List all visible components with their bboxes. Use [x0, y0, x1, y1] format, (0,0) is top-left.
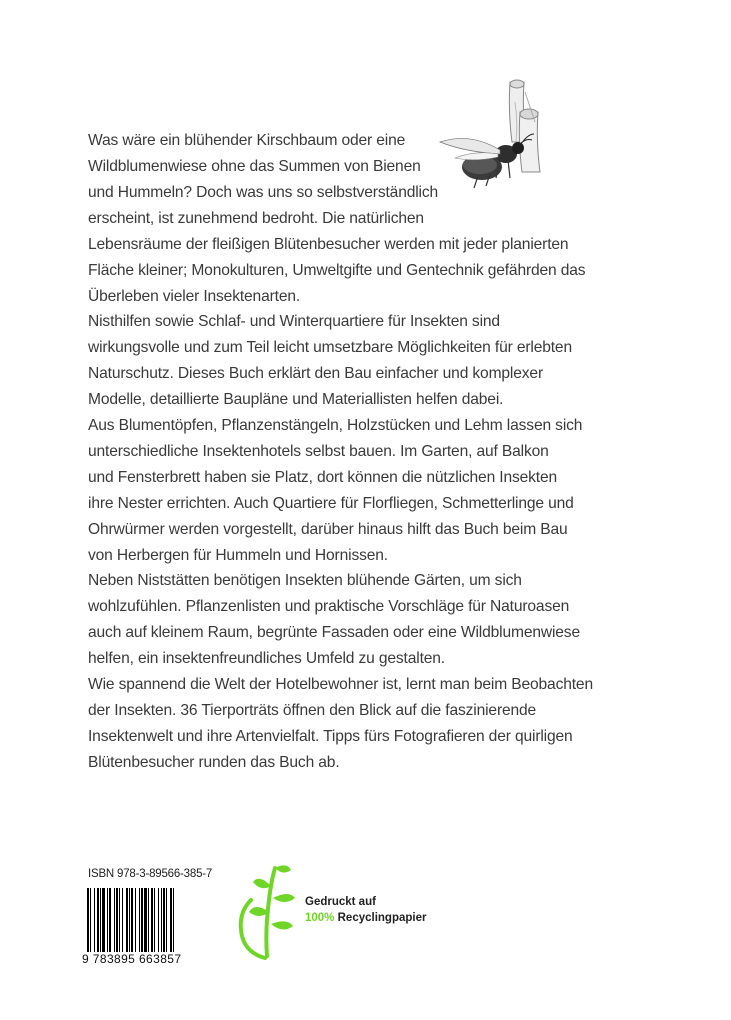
barcode-bar [100, 888, 101, 952]
text-line: Nisthilfen sowie Schlaf- und Winterquartiere für Insekten sind [88, 313, 500, 330]
barcode-bar [161, 888, 162, 952]
barcode-bar [87, 888, 89, 952]
paragraph-1 [88, 128, 648, 310]
text-line: wohlzufühlen. Pflanzenlisten und praktische Vorschläge für Naturoasen [88, 598, 570, 615]
barcode-bar [107, 888, 108, 952]
text-line: Insektenwelt und ihre Artenvielfalt. Tipps fürs Fotografieren der quirligen [88, 728, 573, 745]
barcode-bar [154, 888, 155, 952]
barcode-bar [173, 888, 174, 952]
paragraph-2 [88, 309, 648, 413]
barcode-bar [119, 888, 120, 952]
text-line: wirkungsvolle und zum Teil leicht umsetzbare Möglichkeiten für erlebten [88, 339, 572, 356]
barcode [85, 888, 209, 952]
barcode-bar [166, 888, 167, 952]
barcode-bar [158, 888, 159, 952]
text-line: und Fensterbrett haben sie Platz, dort können die nützlichen Insekten [88, 469, 558, 486]
barcode-bar [102, 888, 105, 952]
barcode-bar [135, 888, 136, 952]
text-line: unterschiedliche Insektenhotels selbst bauen. Im Garten, auf Balkon [88, 443, 549, 460]
barcode-bar [131, 888, 133, 952]
text-line: Modelle, detaillierte Baupläne und Materiallisten helfen dabei. [88, 391, 504, 408]
text-line: ihre Nester errichten. Auch Quartiere für Florfliegen, Schmetterlinge und [88, 495, 574, 512]
eco-label-rest: Recyclingpapier [334, 912, 427, 924]
text-line: der Insekten. 36 Tierporträts öffnen den Blick auf die faszinierende [88, 702, 537, 719]
barcode-bar [151, 888, 153, 952]
paragraph-3 [88, 413, 648, 569]
text-line: Naturschutz. Dieses Buch erklärt den Bau einfacher und komplexer [88, 365, 543, 382]
text-line: Was wäre ein blühender Kirschbaum oder eine [88, 132, 406, 149]
text-line: Neben Niststätten benötigen Insekten blühende Gärten, um sich [88, 572, 522, 589]
barcode-bar [122, 888, 123, 952]
barcode-bar [144, 888, 147, 952]
barcode-bar [139, 888, 140, 952]
barcode-bar [114, 888, 115, 952]
plant-leaf-icon [235, 860, 305, 960]
eco-label-line2 [305, 912, 426, 924]
text-line: Fläche kleiner; Monokulturen, Umweltgifte und Gentechnik gefährden das [88, 262, 586, 279]
text-line: helfen, ein insektenfreundliches Umfeld zu gestalten. [88, 650, 445, 667]
barcode-bar [170, 888, 172, 952]
barcode-bar [129, 888, 130, 952]
paragraph-4 [88, 568, 648, 672]
eco-label-percent: 100% [305, 912, 335, 924]
paragraph-5 [88, 672, 648, 776]
barcode-bar [109, 888, 111, 952]
text-line: auch auf kleinem Raum, begrünte Fassaden oder eine Wildblumenwiese [88, 624, 580, 641]
text-line: von Herbergen für Hummeln und Hornissen. [88, 547, 388, 564]
barcode-bar [116, 888, 118, 952]
barcode-bar [141, 888, 143, 952]
barcode-bar [148, 888, 149, 952]
eco-label-line1: Gedruckt auf [305, 896, 376, 908]
barcode-digits: 9 783895 663857 [82, 952, 182, 966]
text-line: und Hummeln? Doch was uns so selbstverständlich [88, 184, 439, 201]
text-line: Ohrwürmer werden vorgestellt, darüber hinaus hilft das Buch beim Bau [88, 521, 568, 538]
text-line: erscheint, ist zunehmend bedroht. Die natürlichen [88, 210, 424, 227]
barcode-bar [126, 888, 128, 952]
barcode-bar [163, 888, 165, 952]
barcode-bar [90, 888, 91, 952]
text-line: Lebensräume der fleißigen Blütenbesucher werden mit jeder planierten [88, 236, 569, 253]
barcode-bar [97, 888, 99, 952]
text-line: Blütenbesucher runden das Buch ab. [88, 754, 340, 771]
text-line: Wildblumenwiese ohne das Summen von Bienen [88, 158, 421, 175]
text-line: Überleben vieler Insektenarten. [88, 288, 301, 305]
text-line: Wie spannend die Welt der Hotelbewohner ist, lernt man beim Beobachten [88, 676, 593, 693]
isbn-text: ISBN 978-3-89566-385-7 [88, 868, 213, 880]
barcode-bar [94, 888, 95, 952]
text-line: Aus Blumentöpfen, Pflanzenstängeln, Holzstücken und Lehm lassen sich [88, 417, 583, 434]
